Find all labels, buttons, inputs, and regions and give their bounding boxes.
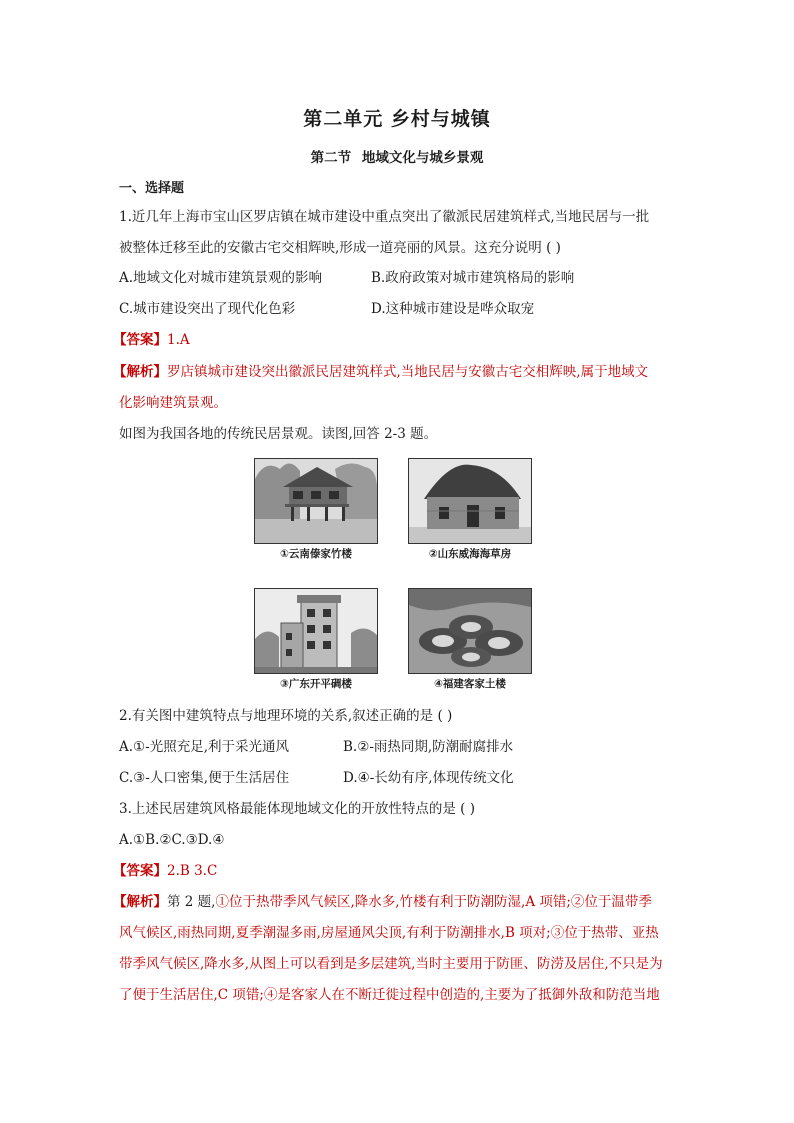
q23-analysis-line4: 了便于生活居住,C 项错;④是客家人在不断迁徙过程中创造的,主要为了抵御外敌和防范当地: [119, 987, 660, 1003]
figure-intro: 如图为我国各地的传统民居景观。读图,回答 2-3 题。: [119, 426, 438, 442]
answer-tag: 【答案】: [113, 332, 167, 348]
analysis-text: 罗店镇城市建设突出徽派民居建筑样式,当地民居与安徽古宅交相辉映,属于地域文: [167, 364, 649, 380]
caption-2: ②山东威海海草房: [428, 548, 512, 560]
question-type-heading: 一、选择题: [119, 181, 185, 196]
q23-analysis-line2: 风气候区,雨热同期,夏季潮湿多雨,房屋通风尖顶,有利于防潮排水,B 项对;③位于热带、亚热: [119, 925, 659, 941]
caption-4: ④福建客家土楼: [434, 678, 506, 690]
q3-options: A.①B.②C.③D.④: [119, 832, 225, 848]
q1-answer: [113, 330, 190, 350]
q1-analysis-line1: [113, 362, 648, 382]
analysis-prefix: 第 2 题,: [167, 894, 216, 910]
q2-stem: 2.有关图中建筑特点与地理环境的关系,叙述正确的是 ( ): [119, 708, 453, 724]
analysis-text: ①位于热带季风气候区,降水多,竹楼有利于防潮防湿,A 项错;②位于温带季: [215, 894, 652, 910]
analysis-tag: 【解析】: [113, 364, 167, 380]
q1-stem-line1: 1.近几年上海市宝山区罗店镇在城市建设中重点突出了徽派民居建筑样式,当地民居与一批: [119, 209, 650, 225]
caption-1: ①云南傣家竹楼: [280, 548, 352, 560]
photo-hakka-tulou: [408, 588, 532, 674]
q23-answer: [113, 861, 217, 881]
q1-option-c: C.城市建设突出了现代化色彩: [119, 301, 296, 317]
q1-option-b: B.政府政策对城市建筑格局的影响: [371, 270, 575, 286]
q2-option-b: B.②-雨热同期,防潮耐腐排水: [343, 739, 514, 755]
caption-3: ③广东开平碉楼: [280, 678, 352, 690]
q1-stem-line2: 被整体迁移至此的安徽古宅交相辉映,形成一道亮丽的风景。这充分说明 ( ): [119, 240, 561, 256]
photo-kaiping-diaolou: [254, 588, 378, 674]
q2-option-d: D.④-长幼有序,体现传统文化: [343, 770, 514, 786]
q1-option-d: D.这种城市建设是哗众取宠: [371, 301, 535, 317]
q2-option-c: C.③-人口密集,便于生活居住: [119, 770, 290, 786]
photo-seaweed-house: [408, 458, 532, 544]
q1-analysis-line2: 化影响建筑景观。: [119, 395, 227, 411]
q3-stem: 3.上述民居建筑风格最能体现地域文化的开放性特点的是 ( ): [119, 801, 475, 817]
answer-value: 2.B 3.C: [167, 863, 218, 879]
unit-title: 第二单元 乡村与城镇: [303, 108, 491, 130]
q23-analysis-line1: [113, 892, 652, 912]
analysis-tag: 【解析】: [113, 894, 167, 910]
photo-dai-bamboo-house: [254, 458, 378, 544]
q2-option-a: A.①-光照充足,利于采光通风: [119, 739, 289, 755]
dwelling-photos-figure: [254, 456, 534, 696]
q23-analysis-line3: 带季风气候区,降水多,从图上可以看到是多层建筑,当时主要用于防匪、防涝及居住,不只是为: [119, 956, 663, 972]
answer-value: 1.A: [167, 332, 190, 348]
answer-tag: 【答案】: [113, 863, 167, 879]
section-subtitle: 第二节 地域文化与城乡景观: [310, 150, 484, 166]
q1-option-a: A.地域文化对城市建筑景观的影响: [119, 270, 323, 286]
